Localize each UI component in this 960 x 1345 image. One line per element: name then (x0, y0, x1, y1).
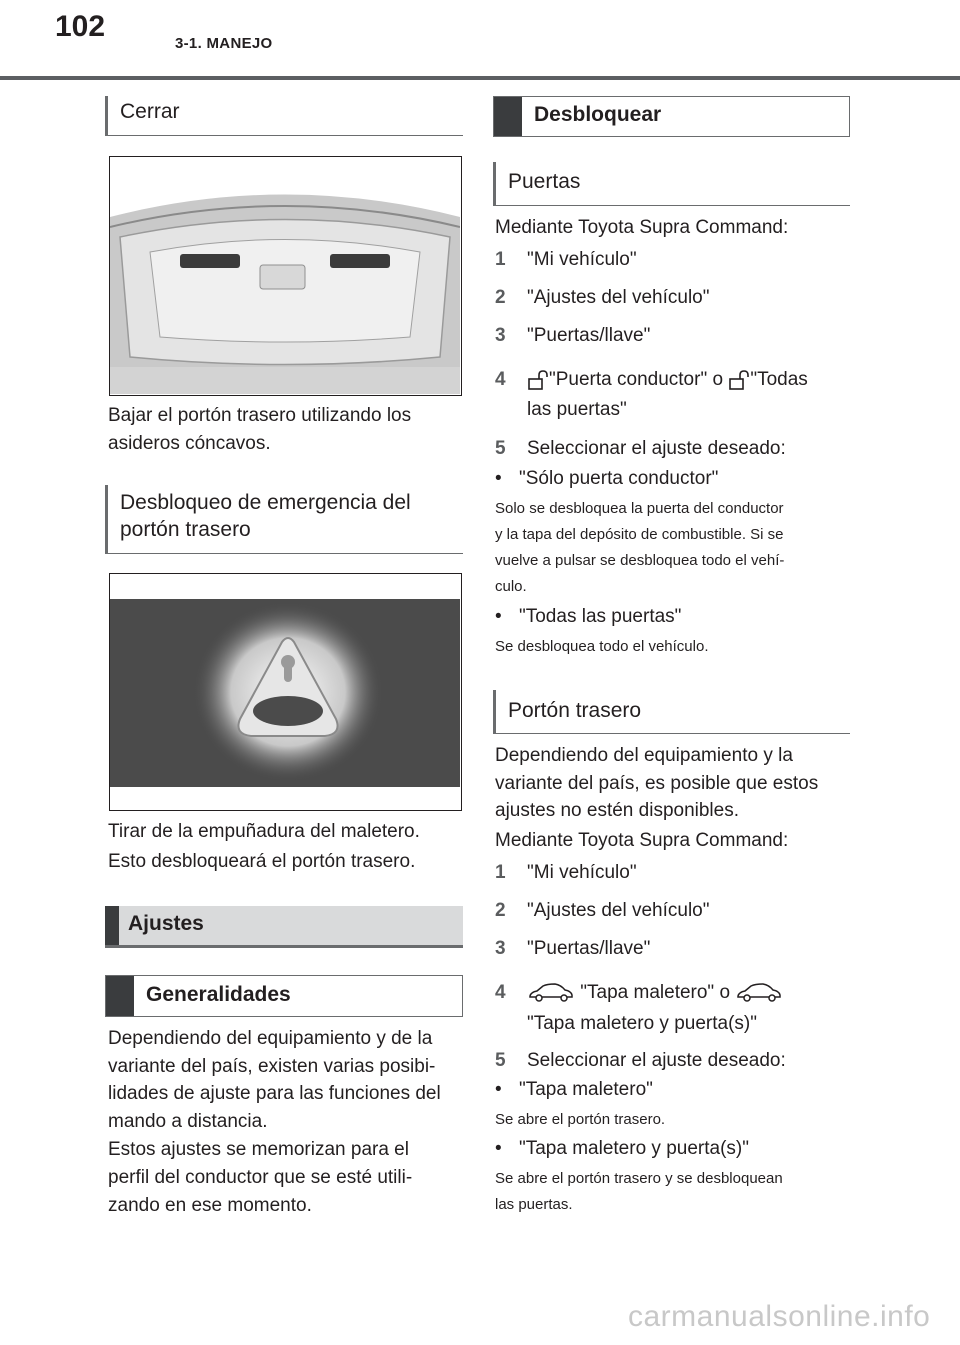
cerrar-text-line-1: Bajar el portón trasero utilizando los (108, 405, 412, 426)
puertas-step-4-continued: las puertas" (527, 399, 627, 420)
page-number: 102 (55, 10, 106, 43)
all-doors-unlock-icon (728, 369, 750, 391)
text-line: variante del país, existen varias posibi- (108, 1055, 436, 1077)
step-text: "Puertas/llave" (527, 938, 651, 959)
step-number: 2 (495, 287, 506, 308)
text-line: Dependiendo del equipamiento y de la (108, 1028, 433, 1049)
puertas-step-4 (495, 366, 855, 394)
porton-step-1 (495, 859, 637, 887)
step-text: "Ajustes del vehículo" (527, 287, 710, 308)
step-number: 4 (495, 369, 506, 390)
step-text: "Mi vehículo" (527, 249, 637, 270)
heading-porton-trasero: Portón trasero (493, 690, 850, 734)
step-text: "Tapa maletero" o (580, 982, 731, 1003)
porton-option-2 (495, 1135, 749, 1163)
option-text: "Todas las puertas" (519, 606, 682, 627)
heading-underline (105, 945, 463, 948)
bullet: • (495, 468, 502, 489)
step-number: 1 (495, 862, 506, 883)
porton-step-5 (495, 1047, 786, 1075)
heading-emergency-line-1: Desbloqueo de emergencia del (120, 491, 411, 514)
figure-emergency-handle (109, 573, 462, 811)
text-line: zando en ese momento. (108, 1195, 312, 1216)
option-text: "Tapa maletero y puerta(s)" (519, 1138, 749, 1159)
step-text: "Ajustes del vehículo" (527, 900, 710, 921)
step-number: 5 (495, 438, 506, 459)
puertas-step-2 (495, 284, 709, 312)
watermark: carmanualsonline.info (628, 1300, 931, 1333)
step-text: "Todas (750, 369, 808, 390)
text-line: lidades de ajuste para las funciones del (108, 1083, 441, 1104)
text-line: perfil del conductor que se esté utili- (108, 1167, 413, 1188)
text-line: Solo se desbloquea la puerta del conductor (495, 500, 784, 517)
generalidades-paragraph-1 (108, 1025, 441, 1135)
heading-emergency-line-2: portón trasero (120, 518, 251, 541)
figure-trunk-close (109, 156, 462, 396)
porton-step-4 (495, 979, 855, 1007)
step-number: 5 (495, 1050, 506, 1071)
heading-emergency-unlock (105, 485, 463, 554)
heading-desbloquear-label: Desbloquear (534, 103, 662, 126)
step-text: Seleccionar el ajuste deseado: (527, 1050, 786, 1071)
puertas-option-1-desc (495, 496, 784, 600)
text-line: ajustes no estén disponibles. (495, 800, 739, 821)
generalidades-paragraph-2 (108, 1136, 412, 1220)
cerrar-text-line-2: asideros cóncavos. (108, 433, 271, 454)
bullet: • (495, 606, 502, 627)
puertas-option-1 (495, 465, 718, 493)
puertas-option-2-desc: Se desbloquea todo el vehículo. (495, 638, 709, 655)
emergency-text-line-2: Esto desbloqueará el portón trasero. (108, 851, 416, 872)
car-trunk-icon (527, 982, 575, 1004)
option-text: "Tapa maletero" (519, 1079, 653, 1100)
step-text: "Mi vehículo" (527, 862, 637, 883)
heading-desbloquear (493, 96, 850, 137)
heading-bar (106, 976, 134, 1016)
text-line: Dependiendo del equipamiento y la (495, 745, 793, 766)
step-number: 3 (495, 325, 506, 346)
step-text: "Puertas/llave" (527, 325, 651, 346)
puertas-option-2 (495, 603, 681, 631)
header-divider (0, 76, 960, 80)
door-unlock-icon (527, 369, 549, 391)
text-line: y la tapa del depósito de combustible. Si se (495, 526, 784, 543)
emergency-handle-illustration (110, 574, 460, 809)
bullet: • (495, 1138, 502, 1159)
porton-option-1 (495, 1076, 653, 1104)
text-line: culo. (495, 578, 527, 595)
porton-paragraph (495, 742, 818, 825)
text-line: mando a distancia. (108, 1110, 268, 1132)
text-line: vuelve a pulsar se desbloquea todo el vehí- (495, 552, 785, 569)
text-line: las puertas. (495, 1196, 573, 1213)
heading-generalidades-label: Generalidades (146, 983, 291, 1006)
porton-intro: Mediante Toyota Supra Command: (495, 830, 789, 851)
step-number: 3 (495, 938, 506, 959)
porton-option-1-desc: Se abre el portón trasero. (495, 1111, 666, 1128)
step-number: 1 (495, 249, 506, 270)
heading-bar (105, 906, 119, 948)
puertas-step-1 (495, 246, 637, 274)
bullet: • (495, 1079, 502, 1100)
porton-option-2-desc (495, 1166, 783, 1218)
porton-step-4-continued: "Tapa maletero y puerta(s)" (527, 1013, 757, 1034)
puertas-step-5 (495, 435, 786, 463)
emergency-text-line-1: Tirar de la empuñadura del maletero. (108, 821, 420, 842)
text-line: Estos ajustes se memorizan para el (108, 1139, 409, 1160)
heading-ajustes (105, 906, 463, 948)
heading-bar (494, 97, 522, 136)
heading-generalidades (105, 975, 463, 1017)
heading-cerrar: Cerrar (105, 96, 463, 136)
step-number: 4 (495, 982, 506, 1003)
option-text: "Sólo puerta conductor" (519, 468, 719, 489)
heading-ajustes-label: Ajustes (128, 912, 204, 935)
heading-puertas: Puertas (493, 162, 850, 206)
puertas-step-3 (495, 322, 650, 350)
text-line: Se abre el portón trasero y se desbloquean (495, 1170, 783, 1187)
puertas-intro: Mediante Toyota Supra Command: (495, 217, 789, 238)
text-line: variante del país, es posible que estos (495, 772, 819, 794)
trunk-illustration (110, 157, 460, 394)
car-trunk-doors-icon (735, 982, 783, 1004)
porton-step-2 (495, 897, 709, 925)
step-text: Seleccionar el ajuste deseado: (527, 438, 786, 459)
step-number: 2 (495, 900, 506, 921)
section-title: 3-1. MANEJO (175, 35, 273, 52)
step-text: "Puerta conductor" o (549, 369, 724, 390)
porton-step-3 (495, 935, 650, 963)
